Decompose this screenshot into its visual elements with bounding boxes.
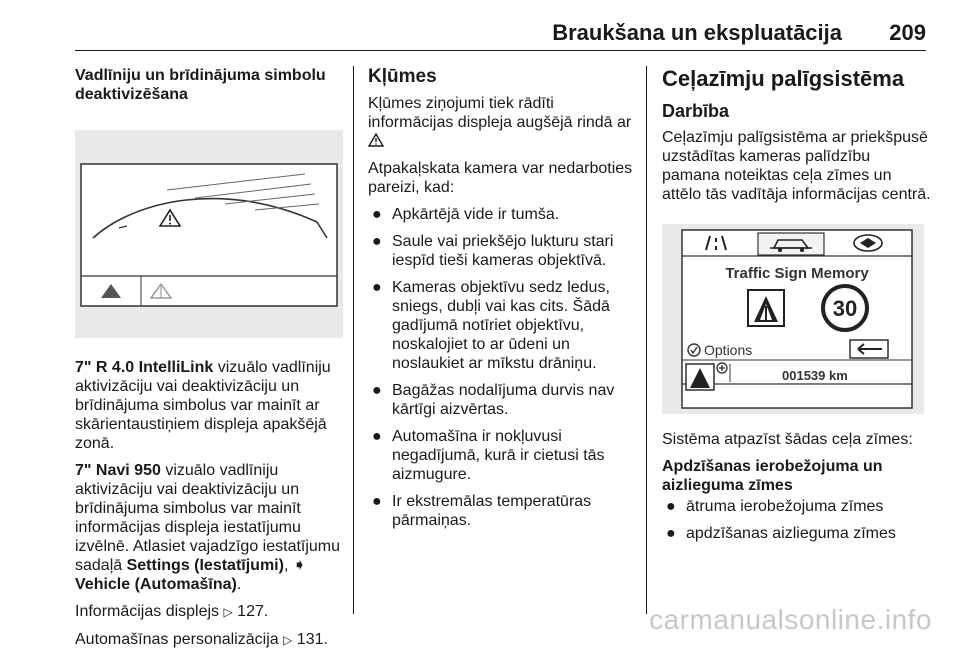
- list-item: ● Bagāžas nodalījuma durvis nav kārtīgi aizvērtas.: [372, 382, 615, 418]
- header-rule: [75, 50, 926, 51]
- section-heading: Vadlīniju un brīdinājuma simbolu deaktivizēšana: [75, 67, 326, 103]
- back-arrow-icon: [850, 340, 888, 358]
- column-divider-1: [353, 66, 354, 614]
- running-header-title: Braukšana un ekspluatācija: [552, 20, 842, 45]
- watermark: carmanualsonline.info: [649, 604, 932, 635]
- speed-limit-sign-icon: [823, 286, 867, 330]
- page-reference-icon: ▷: [223, 605, 233, 619]
- paragraph-system-description: Ceļazīmju palīgsistēma ar priekšpusē uzstādītas kameras palīdzību pamana noteiktas ceļa zīmes un attēlo tās vadītāja informācijas centrā.: [662, 129, 931, 203]
- display-title: Traffic Sign Memory: [725, 265, 869, 282]
- paragraph-fault-messages: Kļūmes ziņojumi tiek rādīti informācijas displeja augšējā rindā ar: [368, 94, 636, 151]
- conditions-list: [368, 205, 636, 530]
- list-item: ● Ir ekstremālas temperatūras pārmaiņas.: [372, 493, 592, 529]
- column-3: [662, 66, 932, 551]
- odometer-value: 001539 km: [782, 368, 848, 383]
- rear-camera-guidelines-illustration: [75, 130, 343, 338]
- paragraph-intellilink: 7" R 4.0 IntelliLink vizuālo vadlīniju aktivizāciju vai deaktivizāciju un brīdinājuma simbolus var mainīt ar skārientaustiņiem displeja apakšējā zonā.: [75, 359, 331, 452]
- list-item: ● Saule vai priekšējo lukturu stari iespīd tieši kameras objektīvā.: [372, 233, 614, 269]
- column-2: [368, 66, 636, 538]
- list-item: ● ātruma ierobežojuma zīmes: [666, 498, 884, 515]
- paragraph-navi950: 7" Navi 950 vizuālo vadlīniju aktivizāciju vai deaktivizāciju un brīdinājuma simbolus var mainīt informācijas displeja iestatījumu izvēlnē. Atlasiet vajadzīgo iestatījumu sadaļā Settings (Iestatījumi), ➧ Vehicle (Automašīna).: [75, 462, 341, 593]
- speed-limit-value: 30: [832, 296, 858, 321]
- subheading-sign-types: Apdzīšanas ierobežojuma un aizlieguma zīmes: [662, 458, 883, 494]
- reference-vehicle-personalization[interactable]: Automašīnas personalizācija ▷ 131.: [75, 631, 328, 648]
- list-item: ● Kameras objektīvu sedz ledus, sniegs, dubļi vai kas cits. Šādā gadījumā notīriet objektīvu, noskalojiet to ar ūdeni un noslaukiet ar mīkstu drāniņu.: [372, 279, 610, 372]
- reference-info-display[interactable]: Informācijas displejs ▷ 127.: [75, 603, 269, 620]
- list-item: ● Automašīna ir nokļuvusi negadījumā, kurā ir cietusi tās aizmugure.: [372, 428, 605, 483]
- sign-types-list: [662, 497, 932, 543]
- list-item: ● Apkārtējā vide ir tumša.: [372, 206, 560, 223]
- paragraph-camera-conditions: Atpakaļskata kamera var nedarboties pareizi, kad:: [368, 160, 633, 196]
- list-item: ● apdzīšanas aizlieguma zīmes: [666, 525, 896, 542]
- section-heading-faults: Kļūmes: [368, 66, 437, 87]
- menu-arrow-icon: ➧: [292, 557, 307, 574]
- options-label: Options: [704, 342, 753, 358]
- tab-selected: [758, 233, 824, 255]
- paragraph-recognized-signs: Sistēma atpazīst šādas ceļa zīmes:: [662, 431, 913, 448]
- column-divider-2: [646, 66, 647, 614]
- column-1: [75, 66, 343, 658]
- no-overtaking-sign-icon: [748, 290, 784, 326]
- camera-display-figure: [75, 130, 343, 338]
- page-number: 209: [889, 20, 926, 45]
- subheading-operation: Darbība: [662, 101, 730, 121]
- traffic-sign-display-figure: [662, 224, 924, 414]
- small-no-overtaking-icon: [686, 364, 714, 390]
- warning-triangle-icon: [368, 133, 384, 150]
- section-heading-traffic-sign: Ceļazīmju palīgsistēma: [662, 66, 905, 91]
- driver-info-display-illustration: [662, 224, 924, 414]
- page-reference-icon: ▷: [283, 633, 293, 647]
